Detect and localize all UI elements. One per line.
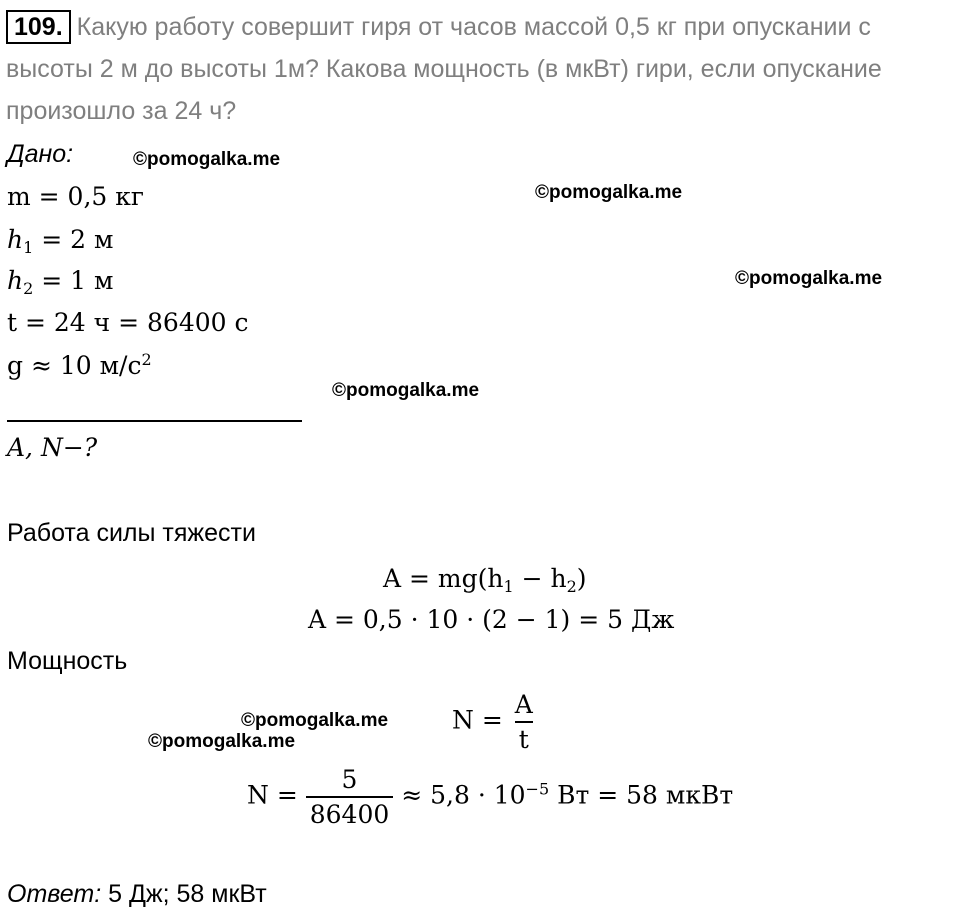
work-formula bbox=[383, 564, 587, 596]
work-formula-part1: A = mg(h bbox=[383, 564, 504, 593]
watermark: ©pomogalka.me bbox=[133, 149, 281, 170]
h2-sub: 2 bbox=[23, 279, 34, 298]
power-calc-rhs-a: ≈ 5,8 · 10 bbox=[401, 780, 526, 810]
given-mass: m = 0,5 кг bbox=[7, 182, 144, 211]
power-num: A bbox=[514, 690, 533, 719]
work-formula-sub1: 1 bbox=[503, 577, 514, 596]
power-calc bbox=[247, 765, 733, 829]
watermark: ©pomogalka.me bbox=[241, 710, 389, 731]
given-h2 bbox=[7, 266, 113, 298]
power-formula bbox=[452, 690, 537, 754]
given-label: Дано: bbox=[7, 140, 74, 168]
problem-text: Какую работу совершит гиря от часов массой 0,5 кг при опускании с высоты 2 м до высоты 1м? Какова мощность (в мкВт) гири, если опускание произошло за 24 ч? bbox=[6, 13, 882, 125]
power-heading: Мощность bbox=[7, 647, 128, 675]
g-sup: 2 bbox=[141, 350, 152, 369]
work-calc: A = 0,5 · 10 · (2 − 1) = 5 Дж bbox=[308, 605, 675, 634]
work-heading: Работа силы тяжести bbox=[7, 519, 256, 547]
power-den: t bbox=[515, 721, 533, 754]
watermark: ©pomogalka.me bbox=[332, 380, 480, 401]
answer bbox=[7, 880, 267, 909]
given-time: t = 24 ч = 86400 с bbox=[7, 308, 249, 337]
h1-rest: = 2 м bbox=[33, 225, 114, 254]
power-fraction bbox=[511, 690, 537, 754]
work-formula-part2: − h bbox=[513, 564, 567, 593]
work-formula-part3: ) bbox=[576, 564, 587, 593]
power-calc-rhs-b: Вт = 58 мкВт bbox=[549, 780, 734, 810]
power-lhs: N = bbox=[452, 705, 503, 735]
find-quantities: A, N−? bbox=[7, 433, 98, 462]
power-calc-exp: −5 bbox=[525, 779, 550, 799]
answer-value: 5 Дж; 58 мкВт bbox=[101, 880, 267, 908]
given-divider bbox=[7, 420, 302, 422]
h2-var: h bbox=[7, 266, 24, 295]
power-calc-den: 86400 bbox=[306, 796, 394, 829]
answer-label: Ответ: bbox=[7, 880, 102, 908]
problem-statement bbox=[6, 6, 956, 132]
power-calc-fraction bbox=[306, 765, 394, 829]
given-g bbox=[7, 350, 152, 380]
watermark: ©pomogalka.me bbox=[148, 731, 296, 752]
g-main: g ≈ 10 м/с bbox=[7, 351, 142, 380]
watermark: ©pomogalka.me bbox=[735, 268, 883, 289]
watermark: ©pomogalka.me bbox=[535, 182, 683, 203]
power-calc-num: 5 bbox=[341, 765, 358, 794]
h1-var: h bbox=[7, 225, 24, 254]
h2-rest: = 1 м bbox=[33, 266, 114, 295]
given-h1 bbox=[7, 225, 113, 257]
work-formula-sub2: 2 bbox=[566, 577, 577, 596]
h1-sub: 1 bbox=[23, 238, 34, 257]
power-calc-lhs: N = bbox=[247, 780, 298, 810]
problem-number: 109. bbox=[6, 10, 71, 44]
